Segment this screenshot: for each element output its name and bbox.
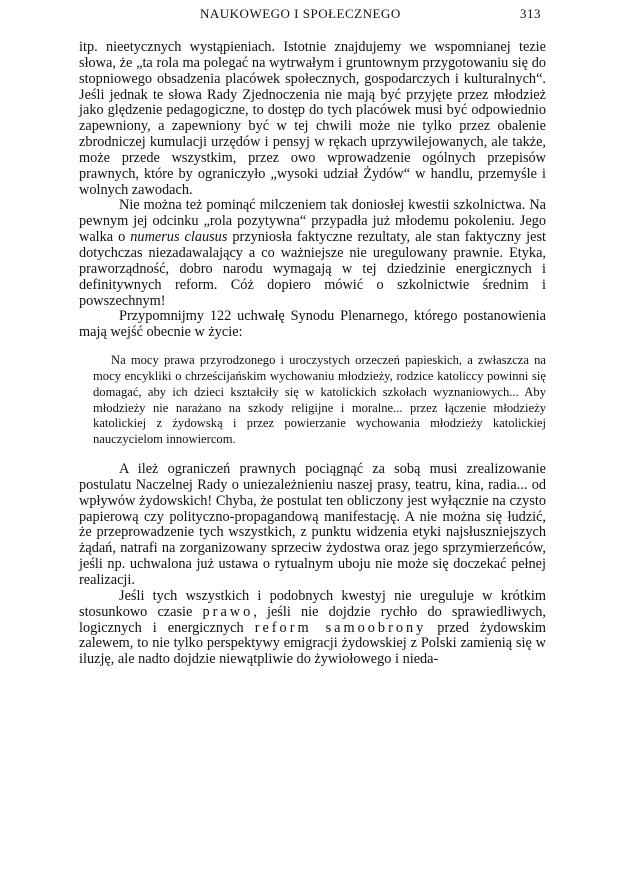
body-text <box>79 40 546 668</box>
text-run: itp. nieetycznych wystąpieniach. Istotnie znajdujemy we wspomnianej tezie słowa, że „ta rola ma polegać na wytrwałym i gruntownym przygotowaniu się do stopniowego obsadzenia placówek społecznych, gospodarczych i kulturalnych“. Jeśli jednak te słowa Rady Zjednoczenia nie mają być przyjęte przez młodzież jako ględzenie pedagogiczne, to dostęp do tych placówek musi być odpowiednio zapewniony, a zapewniony być w tej chwili może nie tylko przez obalenie zbrodniczej kumulacji urzędów i pensyj w rękach uprzywilejowanych, ale także, może przede wszystkim, przez owo wprowadzenie ogólnych przepisów prawnych, które by ograniczyło „wysoki udział Żydów“ w handlu, przemyśle i wolnych zawodach. <box>79 39 546 198</box>
header-title: NAUKOWEGO I SPOŁECZNEGO <box>200 6 401 21</box>
text-run: Nie można też pominąć milczeniem tak doniosłej kwestii szkolnictwa. Na pewnym jej odcinku „rola pozytywna“ przypadła już młodemu pokoleniu. Jego walka o <box>79 197 546 246</box>
page-number: 313 <box>520 6 541 21</box>
paragraphs-before-quote <box>79 40 546 341</box>
paragraph <box>79 462 546 589</box>
text-run: przyniosła faktyczne rezultaty, ale stan faktyczny jest dotychczas niezadawalający a co ważniejsze nie uregulowany prawnie. Etyka, praworządność, dobro narodu wymagają w tej dziedzinie energicznych i definitywnych reform. Cóż dopiero mówić o szkolnictwie średnim i powszechnym! <box>79 229 546 309</box>
text-run: , jeśli nie dojdzie rychło do sprawiedliwych, logicznych i energicznych <box>79 603 546 636</box>
spaced-emphasis: prawo <box>202 603 254 620</box>
paragraphs-after-quote <box>79 462 546 668</box>
text-run: przed żydowskim zalewem, to nie tylko perspektywy emigracji żydowskiej z Polski zamienią się w iluzję, ale nadto dojdzie niewątpliwie do żywiołowego i nieda- <box>79 619 546 668</box>
text-run: Jeśli tych wszystkich i podobnych kwestyj nie ureguluje w krótkim stosunkowo czasie <box>79 587 546 620</box>
paragraph <box>79 198 546 309</box>
text-run: A ileż ograniczeń prawnych pociągnąć za sobą musi zrealizowanie postulatu Naczelnej Rady o uniezależnieniu naszej prasy, teatru, kina, radia... od wpływów żydowskich! Chyba, że postulat ten obliczony jest wyłącznie na czysto papierową czy polityczno-propagandową manifestację. A nie można się łudzić, że przeprowadzenie tych wszystkich, z punktu widzenia etyki najsłuszniejszych żądań, natrafi na zorganizowany sprzeciw żydostwa oraz jego sprzymierzeńców, jeśli np. uchwalona już ustawa o rytualnym uboju nie może się doczekać pełnej realizacji. <box>79 461 546 588</box>
paragraph <box>79 589 546 668</box>
italic-term: numerus clausus <box>130 229 228 246</box>
text-run: Przypomnijmy 122 uchwałę Synodu Plenarnego, którego postanowienia mają wejść obecnie w życie: <box>79 308 546 341</box>
paragraph <box>79 40 546 198</box>
spaced-emphasis: reform samoobrony <box>254 619 427 636</box>
block-quote <box>79 353 546 448</box>
paragraph <box>79 309 546 341</box>
quote-text: Na mocy prawa przyrodzonego i uroczystych orzeczeń papieskich, a zwłaszcza na mocy encykliki o chrześcijańskim wychowaniu młodzieży, rodzice katoliccy powinni się domagać, aby ich dzieci kształciły się w katolickich szkołach wyznaniowych... Aby młodzieży nie narażano na szkody religijne i moralne... przez łączenie młodzieży katolickiej z żydowską i przez powierzanie wychowania młodzieży katolickiej nauczycielom innowiercom. <box>93 353 546 447</box>
running-header <box>78 6 541 26</box>
